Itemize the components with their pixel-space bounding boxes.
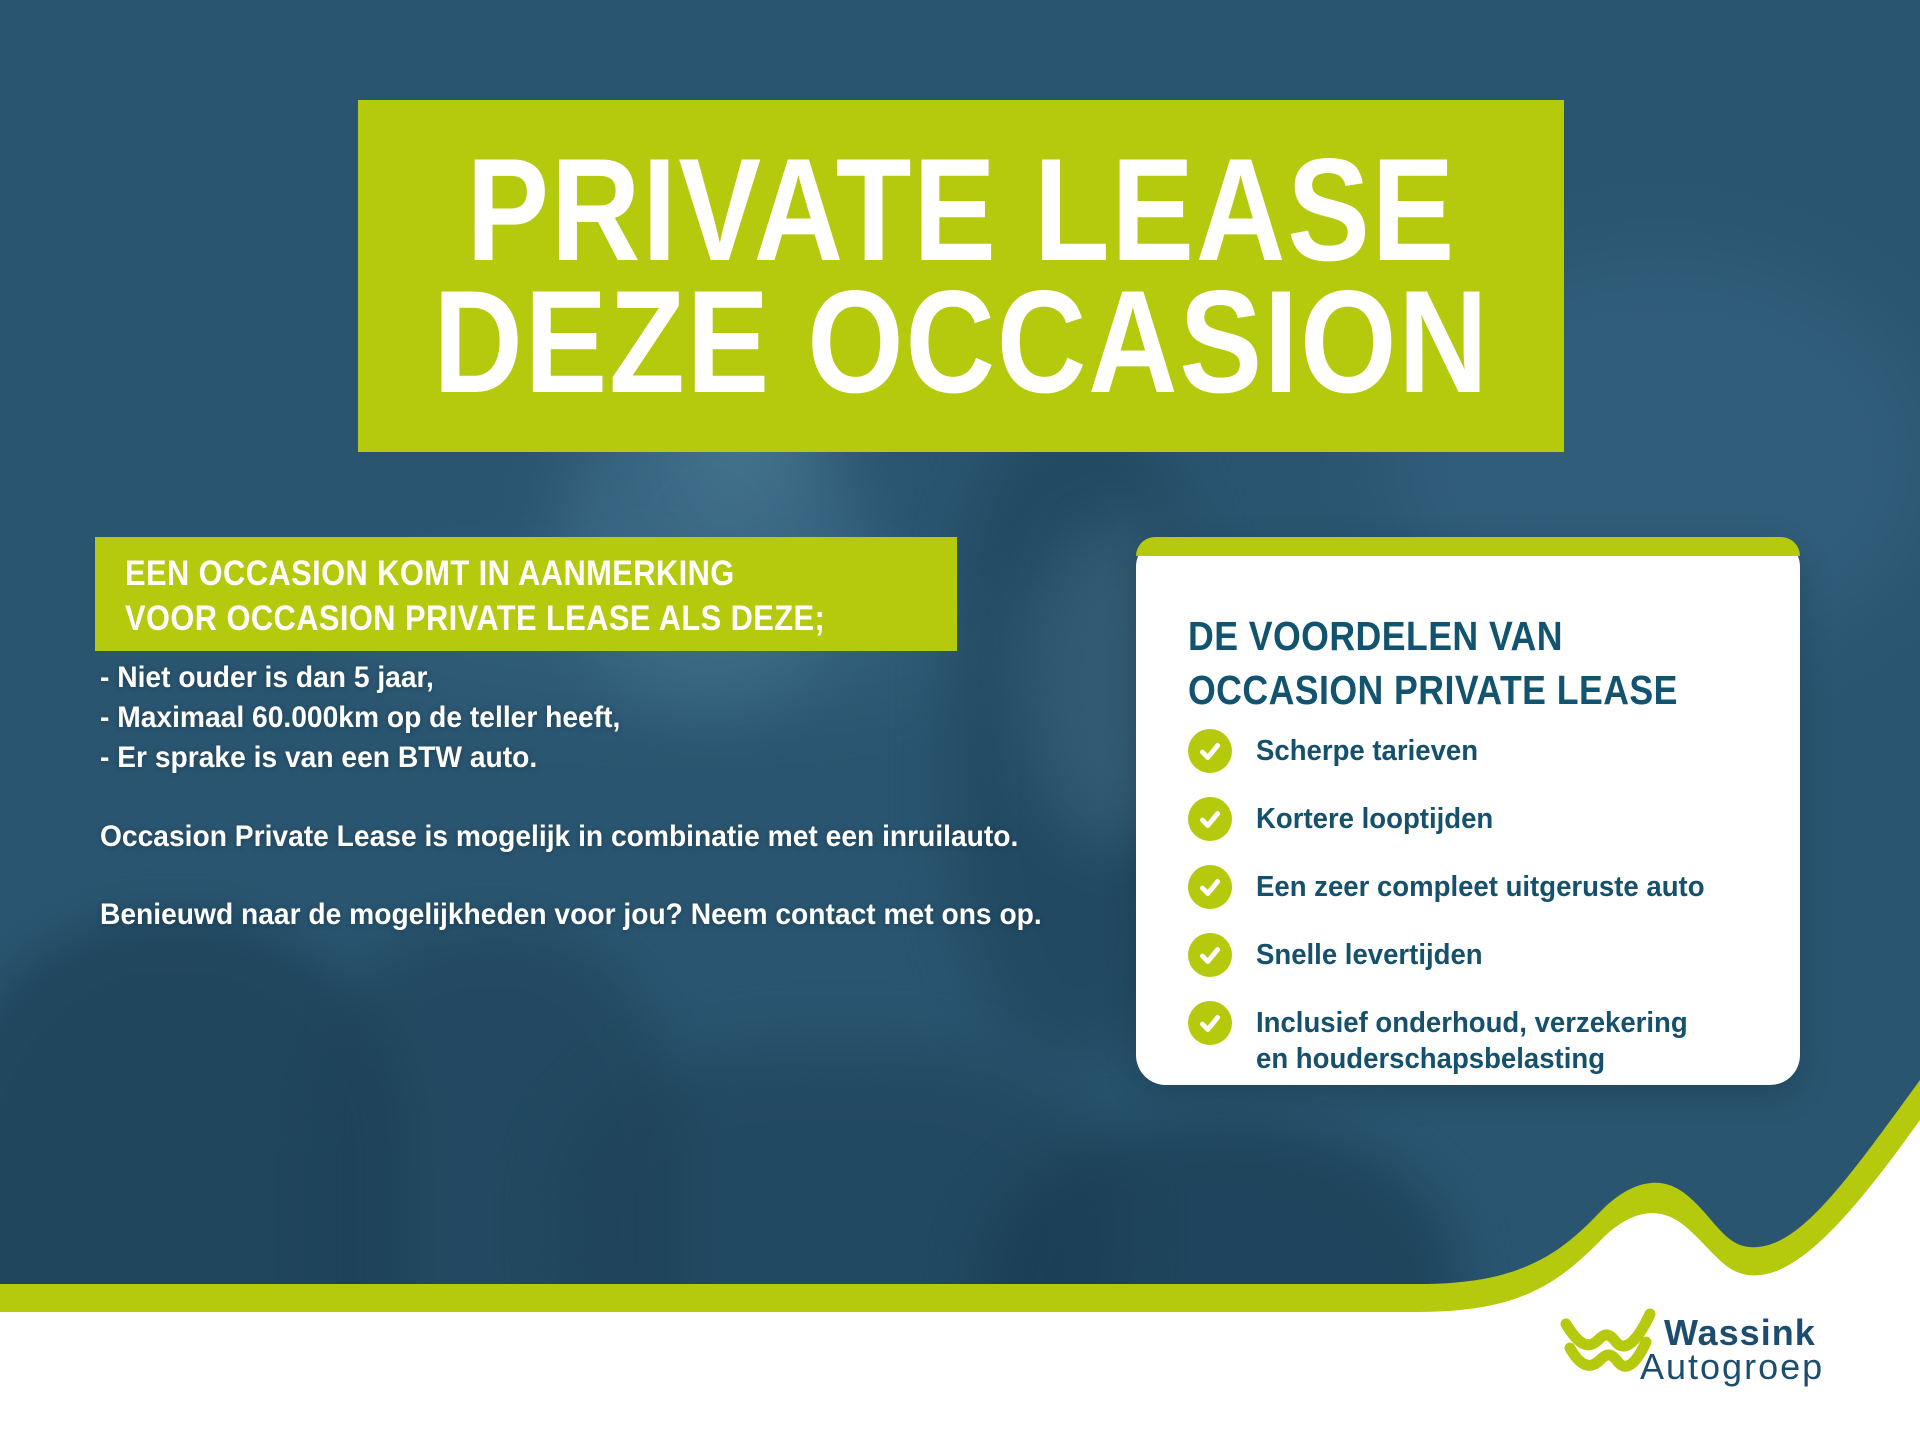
benefit-item	[1188, 729, 1768, 773]
benefits-list	[1188, 729, 1768, 1077]
benefits-card-title	[1188, 609, 1751, 717]
hero-title-line2: DEZE OCCASION	[432, 260, 1490, 423]
eligibility-heading-line2: VOOR OCCASION PRIVATE LEASE ALS DEZE;	[125, 599, 826, 638]
benefits-title-line2: OCCASION PRIVATE LEASE	[1188, 667, 1678, 713]
eligibility-banner	[95, 537, 957, 651]
benefit-item	[1188, 865, 1768, 909]
benefit-item	[1188, 933, 1768, 977]
hero-title-line1: PRIVATE LEASE	[466, 128, 1456, 291]
benefit-label: Inclusief onderhoud, verzekering en houderschapsbelasting	[1256, 1007, 1688, 1075]
card-accent-bar	[1136, 537, 1800, 556]
benefits-card	[1136, 537, 1800, 1085]
hero-banner	[358, 100, 1564, 452]
eligibility-heading-line1: EEN OCCASION KOMT IN AANMERKING	[125, 554, 735, 593]
bullet-item: - Maximaal 60.000km op de teller heeft,	[100, 701, 621, 734]
eligibility-bullets	[100, 658, 654, 778]
check-circle-icon	[1188, 797, 1232, 841]
check-circle-icon	[1188, 933, 1232, 977]
benefit-item	[1188, 797, 1768, 841]
benefits-title-line1: DE VOORDELEN VAN	[1188, 613, 1563, 659]
logo-name: Wassink	[1664, 1312, 1816, 1353]
check-circle-icon	[1188, 1001, 1232, 1045]
check-circle-icon	[1188, 865, 1232, 909]
bullet-item: - Niet ouder is dan 5 jaar,	[100, 661, 434, 694]
logo-subname: Autogroep	[1640, 1346, 1825, 1387]
benefit-label: Scherpe tarieven	[1256, 735, 1479, 767]
wassink-autogroep-logo	[1560, 1302, 1880, 1398]
note-inruilauto: Occasion Private Lease is mogelijk in combinatie met een inruilauto.	[100, 820, 1019, 853]
benefit-label: Een zeer compleet uitgeruste auto	[1256, 871, 1705, 903]
benefit-label: Snelle levertijden	[1256, 939, 1483, 971]
benefit-label: Kortere looptijden	[1256, 803, 1494, 835]
bullet-item: - Er sprake is van een BTW auto.	[100, 741, 538, 774]
note-contact: Benieuwd naar de mogelijkheden voor jou? Neem contact met ons op.	[100, 898, 1042, 931]
check-circle-icon	[1188, 729, 1232, 773]
